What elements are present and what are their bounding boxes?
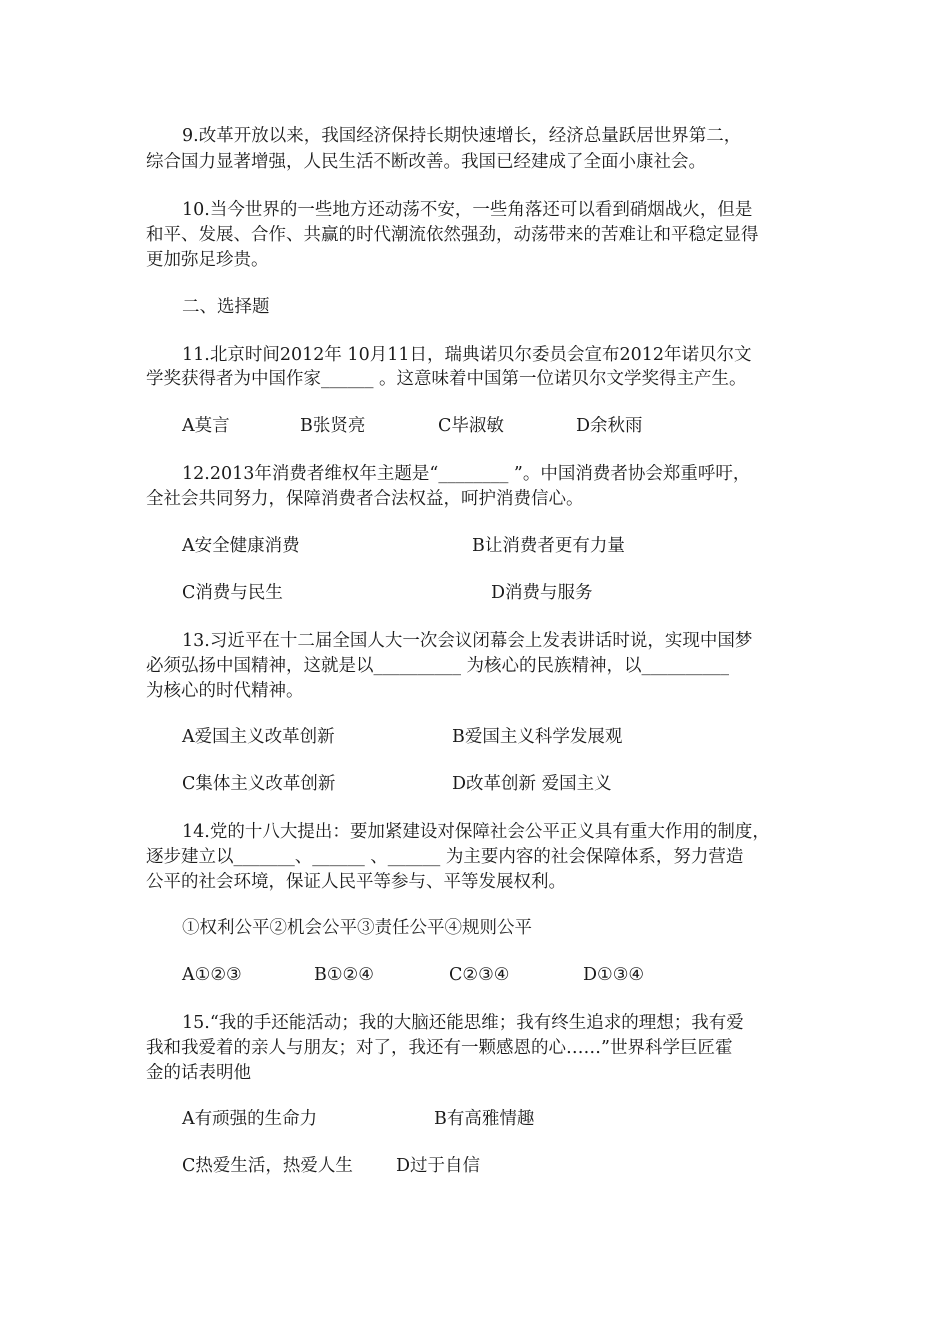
q15-line2: 我和我爱着的亲人与朋友；对了，我还有一颗感恩的心……”世界科学巨匠霍 — [146, 1038, 733, 1058]
q14-option-d: D①③④ — [583, 965, 645, 985]
q10-line2: 和平、发展、合作、共赢的时代潮流依然强劲，动荡带来的苦难让和平稳定显得 — [146, 225, 759, 245]
q9-line2: 综合国力显著增强，人民生活不断改善。我国已经建成了全面小康社会。 — [146, 152, 706, 172]
q9-line1: 9.改革开放以来，我国经济保持长期快速增长，经济总量跃居世界第二， — [182, 126, 742, 146]
q15-option-b: B有高雅情趣 — [434, 1109, 535, 1129]
q12-line1: 12.2013年消费者维权年主题是“________ ”。中国消费者协会郑重呼吁， — [182, 464, 751, 484]
q14-option-b: B①②④ — [314, 965, 374, 985]
q15-line1: 15.“我的手还能活动；我的大脑还能思维；我有终生追求的理想；我有爱 — [182, 1013, 744, 1033]
q14-line1: 14.党的十八大提出：要加紧建设对保障社会公平正义具有重大作用的制度， — [182, 822, 770, 842]
section-heading: 二、选择题 — [182, 297, 270, 317]
q15-option-c: C热爱生活，热爱人生 — [182, 1156, 353, 1176]
q13-option-b: B爱国主义科学发展观 — [452, 727, 623, 747]
q13-line1: 13.习近平在十二届全国人大一次会议闭幕会上发表讲话时说，实现中国梦 — [182, 631, 753, 651]
q11-option-b: B张贤亮 — [300, 416, 366, 436]
q13-option-c: C集体主义改革创新 — [182, 774, 336, 794]
q15-line3: 金的话表明他 — [146, 1063, 251, 1083]
q14-option-c: C②③④ — [449, 965, 510, 985]
q10-line3: 更加弥足珍贵。 — [146, 250, 269, 270]
q15-option-d: D过于自信 — [396, 1156, 481, 1176]
q11-option-a: A莫言 — [182, 416, 230, 436]
q12-option-d: D消费与服务 — [491, 583, 593, 603]
q11-line1: 11.北京时间2012年 10月11日，瑞典诺贝尔委员会宣布2012年诺贝尔文 — [182, 345, 752, 365]
q13-option-a: A爱国主义改革创新 — [182, 727, 335, 747]
q12-option-c: C消费与民生 — [182, 583, 283, 603]
q12-option-b: B让消费者更有力量 — [472, 536, 625, 556]
q10-line1: 10.当今世界的一些地方还动荡不安，一些角落还可以看到硝烟战火，但是 — [182, 200, 753, 220]
q13-line3: 为核心的时代精神。 — [146, 681, 304, 701]
q13-option-d: D改革创新 爱国主义 — [452, 774, 612, 794]
q12-line2: 全社会共同努力，保障消费者合法权益，呵护消费信心。 — [146, 489, 584, 509]
q11-option-c: C毕淑敏 — [438, 416, 504, 436]
q14-line3: 公平的社会环境，保证人民平等参与、平等发展权利。 — [146, 872, 566, 892]
q14-items: ①权利公平②机会公平③责任公平④规则公平 — [182, 918, 532, 938]
q11-line2: 学奖获得者为中国作家______ 。这意味着中国第一位诺贝尔文学奖得主产生。 — [146, 369, 747, 389]
q15-option-a: A有顽强的生命力 — [182, 1109, 318, 1129]
q14-line2: 逐步建立以_______、______ 、______ 为主要内容的社会保障体系，努力营造 — [146, 847, 744, 867]
q11-option-d: D余秋雨 — [576, 416, 643, 436]
q13-line2: 必须弘扬中国精神，这就是以__________ 为核心的民族精神，以__________ — [146, 656, 730, 676]
q14-option-a: A①②③ — [182, 965, 242, 985]
q12-option-a: A安全健康消费 — [182, 536, 300, 556]
